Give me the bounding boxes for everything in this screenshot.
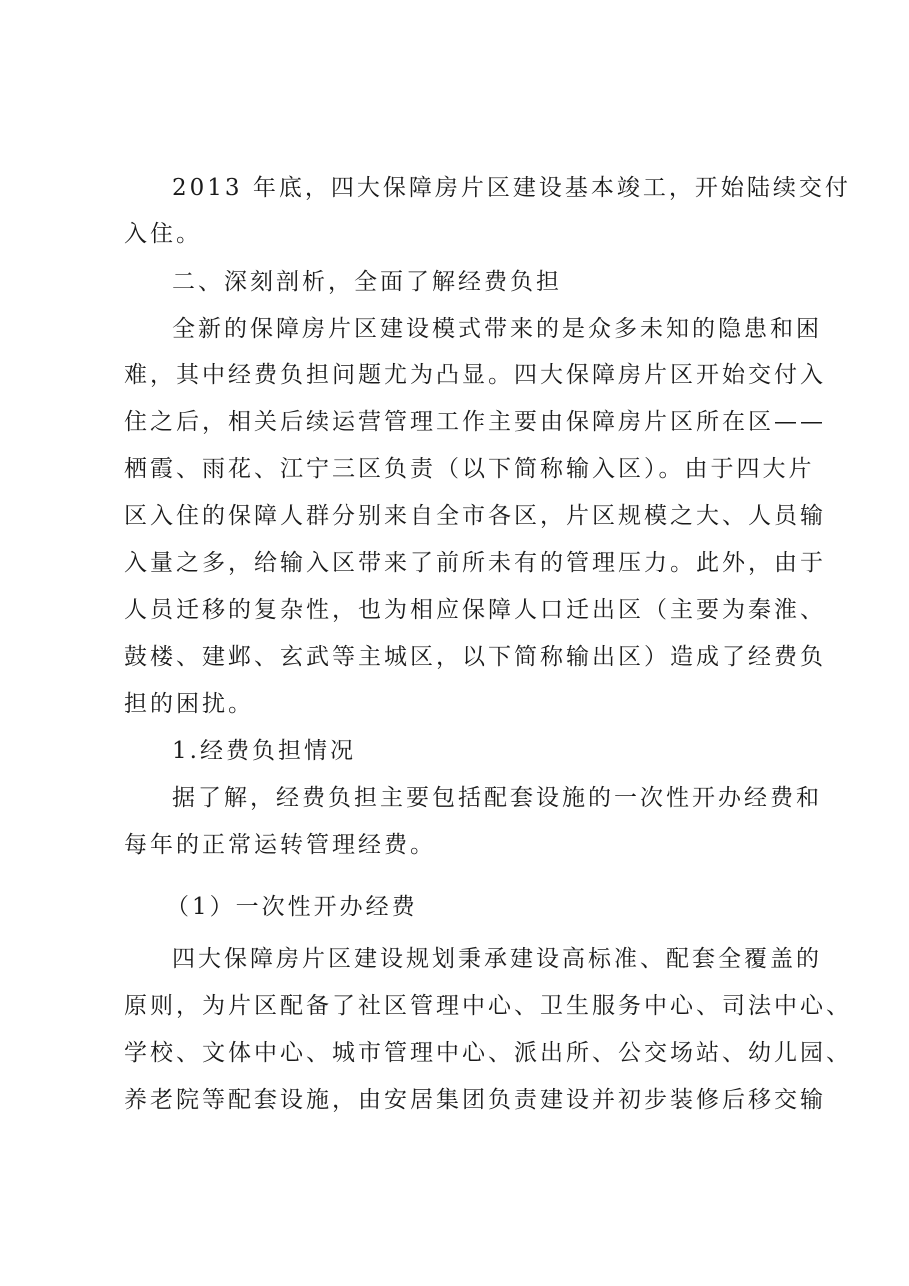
paragraph-line: 每年的正常运转管理经费。: [124, 832, 436, 858]
paragraph-line: 原则，为片区配备了社区管理中心、卫生服务中心、司法中心、: [124, 993, 852, 1019]
paragraph-line: 养老院等配套设施，由安居集团负责建设并初步装修后移交输: [124, 1087, 826, 1113]
section-heading: 二、深刻剖析，全面了解经费负担: [172, 269, 562, 295]
paragraph-line: 据了解，经费负担主要包括配套设施的一次性开办经费和: [172, 785, 822, 811]
paragraph-completion-line: 入住。: [124, 221, 202, 247]
paragraph-completion-line: 2013 年底，四大保障房片区建设基本竣工，开始陆续交付: [172, 175, 851, 201]
paragraph-line: 担的困扰。: [124, 691, 254, 717]
paragraph-line: 入量之多，给输入区带来了前所未有的管理压力。此外，由于: [124, 550, 826, 576]
paragraph-line: 人员迁移的复杂性，也为相应保障人口迁出区（主要为秦淮、: [124, 597, 826, 623]
paragraph-line: 住之后，相关后续运营管理工作主要由保障房片区所在区——: [124, 409, 826, 435]
paragraph-line: 区入住的保障人群分别来自全市各区，片区规模之大、人员输: [124, 503, 826, 529]
paragraph-line: 四大保障房片区建设规划秉承建设高标准、配套全覆盖的: [172, 946, 822, 972]
sub-subsection-heading: （1）一次性开办经费: [166, 894, 418, 920]
paragraph-line: 栖霞、雨花、江宁三区负责（以下简称输入区）。由于四大片: [124, 456, 815, 482]
paragraph-line: 难，其中经费负担问题尤为凸显。四大保障房片区开始交付入: [124, 362, 826, 388]
paragraph-line: 鼓楼、建邺、玄武等主城区，以下简称输出区）造成了经费负: [124, 644, 826, 670]
subsection-heading: 1.经费负担情况: [172, 738, 356, 764]
paragraph-line: 学校、文体中心、城市管理中心、派出所、公交场站、幼儿园、: [124, 1040, 852, 1066]
paragraph-line: 全新的保障房片区建设模式带来的是众多未知的隐患和困: [172, 316, 822, 342]
